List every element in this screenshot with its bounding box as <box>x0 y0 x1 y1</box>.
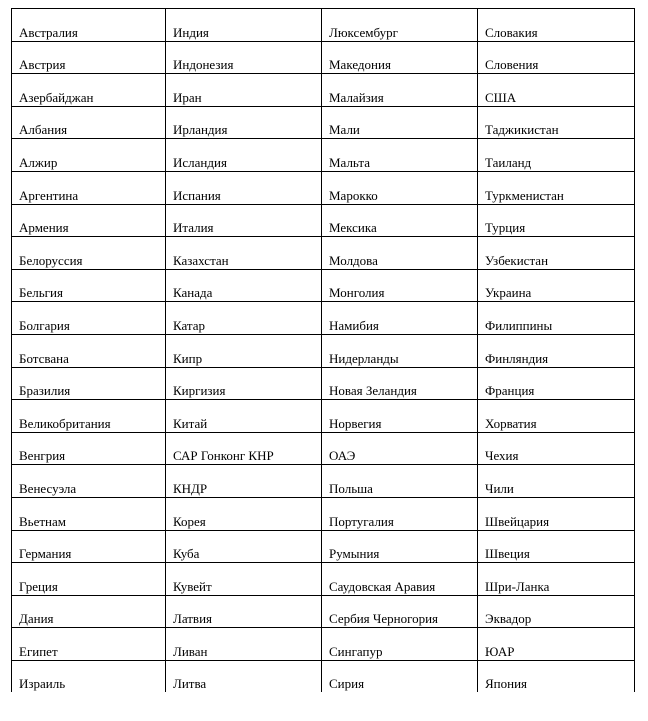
country-name: Болгария <box>19 317 70 333</box>
country-name: Саудовская Аравия <box>329 578 436 594</box>
country-name: Великобритания <box>19 415 111 431</box>
country-name: Ботсвана <box>19 350 69 366</box>
table-cell <box>478 139 635 172</box>
table-row <box>12 302 635 335</box>
table-cell <box>322 302 478 335</box>
table-cell <box>12 106 166 139</box>
country-name: Турция <box>485 220 526 236</box>
table-cell <box>478 595 635 628</box>
country-name: Узбекистан <box>485 252 549 268</box>
country-name: Мексика <box>329 220 377 236</box>
table-cell <box>12 41 166 74</box>
country-name: Дания <box>19 611 54 627</box>
country-table <box>11 8 635 692</box>
table-cell <box>478 237 635 270</box>
table-cell <box>322 432 478 465</box>
country-name: Египет <box>19 643 58 659</box>
country-name: Нидерланды <box>329 350 399 366</box>
table-cell <box>478 367 635 400</box>
country-name: Люксембург <box>329 24 398 40</box>
table-cell <box>322 497 478 530</box>
table-cell <box>166 74 322 107</box>
table-cell <box>166 595 322 628</box>
table-cell <box>166 237 322 270</box>
table-row <box>12 74 635 107</box>
country-name: Китай <box>173 415 208 431</box>
country-name: Сербия Черногория <box>329 611 439 627</box>
table-cell <box>478 204 635 237</box>
table-row <box>12 171 635 204</box>
table-cell <box>322 139 478 172</box>
table-cell <box>322 334 478 367</box>
table-row <box>12 269 635 302</box>
country-name: Сингапур <box>329 643 383 659</box>
table-cell <box>478 9 635 42</box>
table-cell <box>166 139 322 172</box>
country-name: Израиль <box>19 676 66 692</box>
table-cell <box>478 432 635 465</box>
table-cell <box>166 400 322 433</box>
country-name: Словакия <box>485 24 538 40</box>
country-name: Венгрия <box>19 448 66 464</box>
table-cell <box>322 106 478 139</box>
country-name: Шри-Ланка <box>485 578 550 594</box>
country-name: Греция <box>19 578 58 594</box>
table-cell <box>322 367 478 400</box>
country-name: Хорватия <box>485 415 537 431</box>
table-cell <box>478 660 635 692</box>
country-name: Индия <box>173 24 209 40</box>
country-name: Эквадор <box>485 611 532 627</box>
table-cell <box>12 334 166 367</box>
country-name: ЮАР <box>485 643 515 659</box>
country-name: Украина <box>485 285 532 301</box>
country-table-body <box>12 9 635 693</box>
table-row <box>12 628 635 661</box>
country-name: Япония <box>485 676 528 692</box>
country-name: Румыния <box>329 546 380 562</box>
table-cell <box>166 204 322 237</box>
country-name: Латвия <box>173 611 213 627</box>
table-cell <box>12 497 166 530</box>
table-cell <box>478 302 635 335</box>
country-name: Чехия <box>485 448 519 464</box>
table-cell <box>166 530 322 563</box>
table-cell <box>478 41 635 74</box>
table-cell <box>478 74 635 107</box>
table-row <box>12 237 635 270</box>
country-name: Литва <box>173 676 207 692</box>
country-name: Аргентина <box>19 187 79 203</box>
table-cell <box>12 237 166 270</box>
table-cell <box>478 269 635 302</box>
country-name: САР Гонконг КНР <box>173 448 274 464</box>
table-cell <box>478 497 635 530</box>
country-name: Австрия <box>19 57 66 73</box>
table-cell <box>12 74 166 107</box>
table-cell <box>12 302 166 335</box>
table-cell <box>322 628 478 661</box>
table-row <box>12 563 635 596</box>
table-cell <box>166 269 322 302</box>
country-name: Германия <box>19 546 72 562</box>
country-name: Таиланд <box>485 154 532 170</box>
table-cell <box>166 334 322 367</box>
table-cell <box>478 334 635 367</box>
country-name: Монголия <box>329 285 385 301</box>
table-cell <box>322 41 478 74</box>
table-row <box>12 9 635 42</box>
country-name: Киргизия <box>173 383 226 399</box>
table-cell <box>12 563 166 596</box>
table-cell <box>478 628 635 661</box>
country-name: ОАЭ <box>329 448 356 464</box>
table-cell <box>12 465 166 498</box>
country-name: Казахстан <box>173 252 229 268</box>
table-cell <box>322 660 478 692</box>
country-name: Филиппины <box>485 317 553 333</box>
table-row <box>12 204 635 237</box>
country-name: Бразилия <box>19 383 71 399</box>
country-name: Кипр <box>173 350 203 366</box>
country-name: США <box>485 89 517 105</box>
table-cell <box>166 9 322 42</box>
table-row <box>12 106 635 139</box>
table-cell <box>12 269 166 302</box>
table-cell <box>478 465 635 498</box>
country-name: Катар <box>173 317 206 333</box>
country-name: Польша <box>329 480 373 496</box>
table-row <box>12 400 635 433</box>
table-cell <box>322 465 478 498</box>
table-row <box>12 465 635 498</box>
country-name: Канада <box>173 285 213 301</box>
table-row <box>12 139 635 172</box>
table-cell <box>12 400 166 433</box>
table-cell <box>166 497 322 530</box>
table-cell <box>166 302 322 335</box>
country-name: Алжир <box>19 154 58 170</box>
country-name: Индонезия <box>173 57 234 73</box>
country-name: Испания <box>173 187 221 203</box>
table-cell <box>12 628 166 661</box>
country-name: Иран <box>173 89 202 105</box>
country-name: Швейцария <box>485 513 550 529</box>
table-row <box>12 530 635 563</box>
table-cell <box>478 171 635 204</box>
country-name: Мали <box>329 122 360 138</box>
country-name: Малайзия <box>329 89 384 105</box>
table-row <box>12 41 635 74</box>
table-cell <box>12 171 166 204</box>
country-name: Молдова <box>329 252 378 268</box>
country-name: Белоруссия <box>19 252 83 268</box>
table-cell <box>478 530 635 563</box>
table-cell <box>322 400 478 433</box>
country-name: Куба <box>173 546 200 562</box>
table-cell <box>322 171 478 204</box>
table-row <box>12 334 635 367</box>
country-name: Сирия <box>329 676 365 692</box>
country-name: Венесуэла <box>19 480 77 496</box>
country-name: КНДР <box>173 480 208 496</box>
table-cell <box>12 204 166 237</box>
table-cell <box>166 41 322 74</box>
country-name: Намибия <box>329 317 379 333</box>
country-name: Таджикистан <box>485 122 559 138</box>
country-name: Вьетнам <box>19 513 67 529</box>
country-name: Азербайджан <box>19 89 94 105</box>
country-name: Италия <box>173 220 214 236</box>
country-name: Мальта <box>329 154 370 170</box>
country-name: Ирландия <box>173 122 228 138</box>
country-name: Новая Зеландия <box>329 383 417 399</box>
table-cell <box>166 367 322 400</box>
table-cell <box>478 106 635 139</box>
table-cell <box>166 628 322 661</box>
country-name: Кувейт <box>173 578 212 594</box>
country-name: Норвегия <box>329 415 382 431</box>
table-cell <box>166 106 322 139</box>
country-name: Туркменистан <box>485 187 564 203</box>
table-cell <box>166 660 322 692</box>
country-name: Швеция <box>485 546 530 562</box>
country-name: Ливан <box>173 643 208 659</box>
table-row <box>12 497 635 530</box>
table-cell <box>322 204 478 237</box>
table-cell <box>478 400 635 433</box>
table-cell <box>322 595 478 628</box>
table-cell <box>322 74 478 107</box>
country-name: Македония <box>329 57 391 73</box>
table-cell <box>12 530 166 563</box>
table-cell <box>12 432 166 465</box>
table-cell <box>166 465 322 498</box>
table-cell <box>12 595 166 628</box>
country-name: Финляндия <box>485 350 549 366</box>
table-cell <box>166 171 322 204</box>
table-cell <box>12 139 166 172</box>
country-name: Португалия <box>329 513 394 529</box>
table-row <box>12 367 635 400</box>
country-name: Корея <box>173 513 206 529</box>
table-cell <box>322 563 478 596</box>
table-cell <box>322 9 478 42</box>
table-cell <box>478 563 635 596</box>
country-name: Австралия <box>19 24 78 40</box>
country-name: Словения <box>485 57 539 73</box>
country-name: Бельгия <box>19 285 63 301</box>
country-name: Армения <box>19 220 69 236</box>
table-cell <box>322 530 478 563</box>
table-row <box>12 660 635 692</box>
table-row <box>12 432 635 465</box>
table-cell <box>12 9 166 42</box>
table-cell <box>12 660 166 692</box>
country-name: Албания <box>19 122 68 138</box>
country-name: Марокко <box>329 187 378 203</box>
country-name: Чили <box>485 480 514 496</box>
country-name: Франция <box>485 383 535 399</box>
country-name: Исландия <box>173 154 227 170</box>
table-cell <box>322 237 478 270</box>
table-cell <box>166 432 322 465</box>
table-row <box>12 595 635 628</box>
table-cell <box>166 563 322 596</box>
table-cell <box>322 269 478 302</box>
table-cell <box>12 367 166 400</box>
